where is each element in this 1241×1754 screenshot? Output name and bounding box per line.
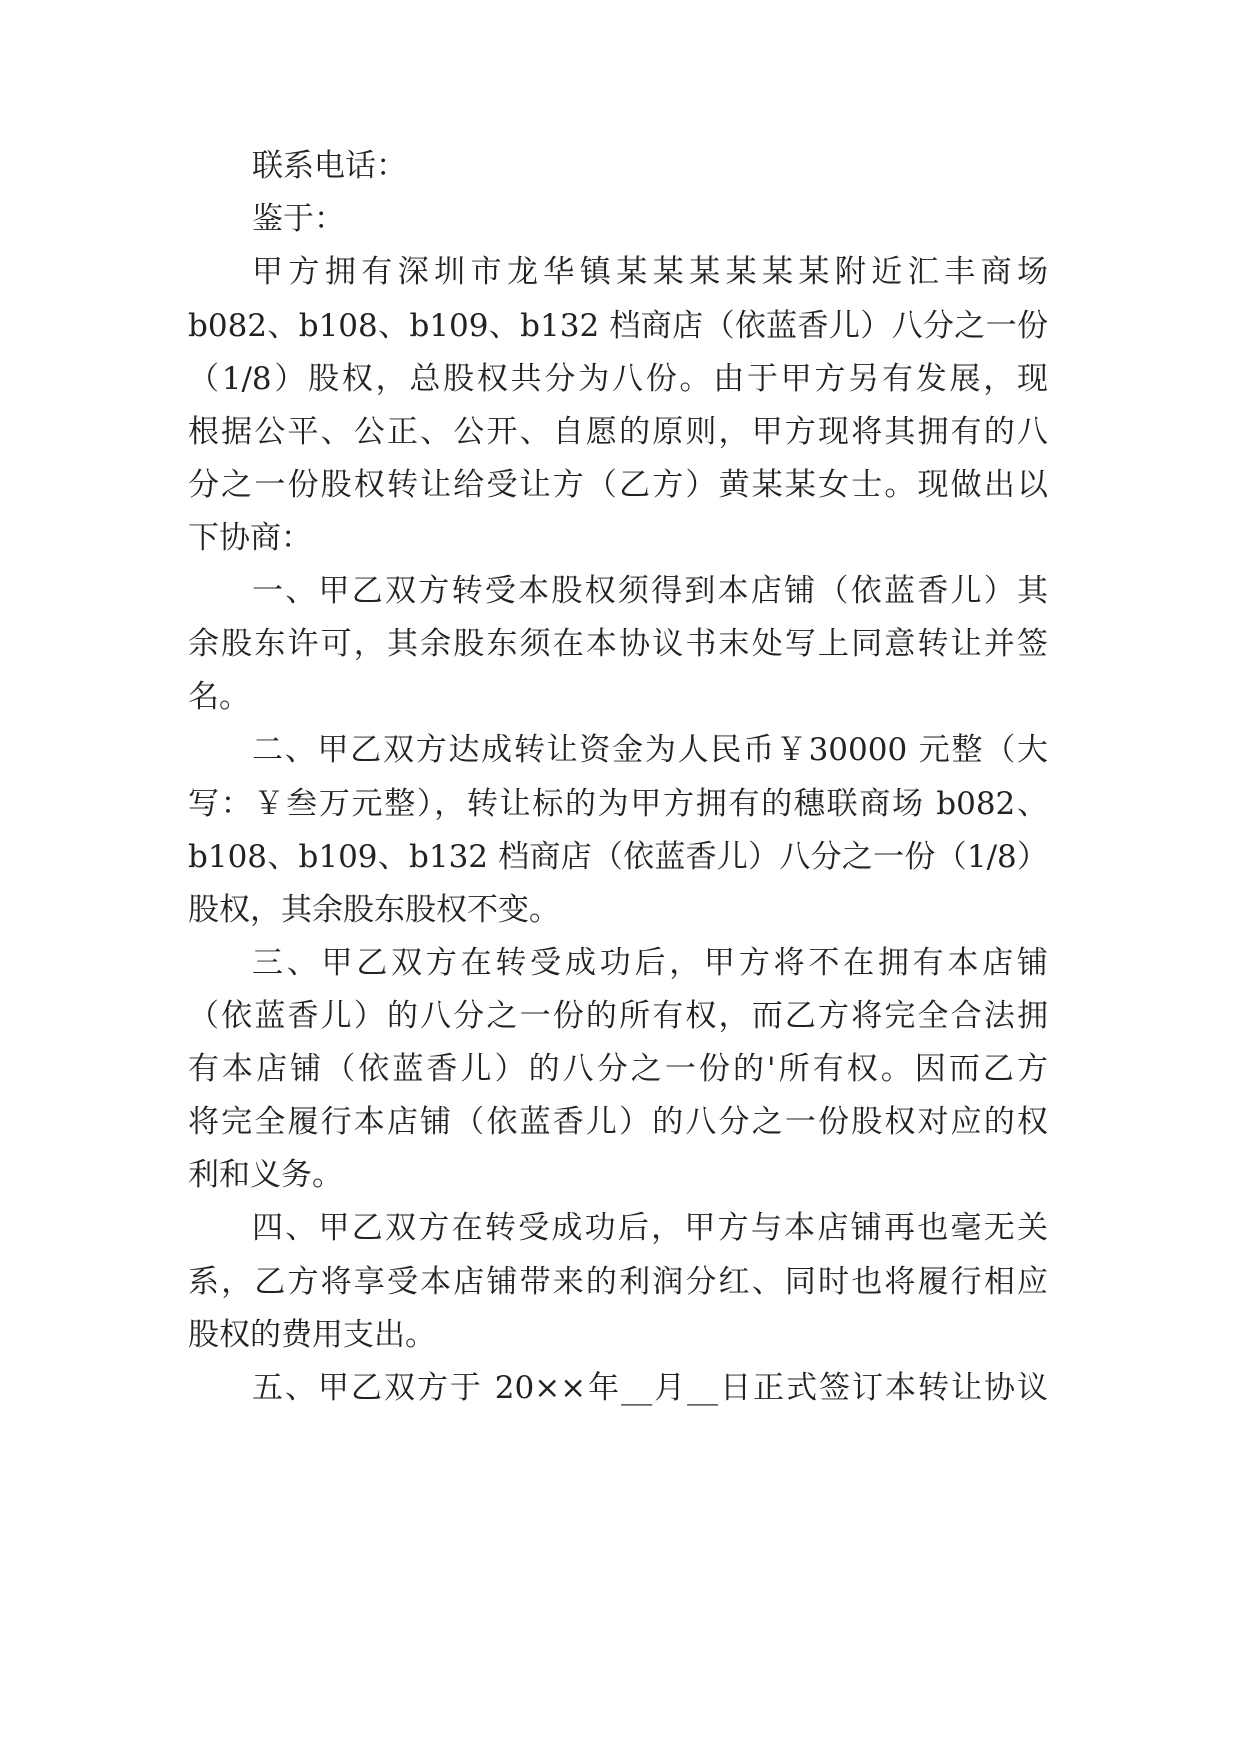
paragraph-line: 甲方拥有深圳市龙华镇某某某某某某附近汇丰商场 [252,254,1048,290]
clause-1-line: 一、甲乙双方转受本股权须得到本店铺（依蓝香儿）其 [252,573,1048,609]
clause-5-line: 五、甲乙双方于 20××年__月__日正式签订本转让协议 [252,1370,1048,1406]
paragraph-line: 下协商： [188,520,312,556]
clause-4-line: 四、甲乙双方在转受成功后，甲方与本店铺再也毫无关 [252,1210,1048,1246]
paragraph-line: （1/8）股权，总股权共分为八份。由于甲方另有发展，现 [188,361,1048,397]
clause-3-line: 利和义务。 [188,1157,343,1193]
clause-3-line: 有本店铺（依蓝香儿）的八分之一份的'所有权。因而乙方 [188,1051,1048,1087]
clause-2-line: 二、甲乙双方达成转让资金为人民币￥30000 元整（大 [252,732,1048,768]
whereas-heading: 鉴于： [252,201,345,237]
clause-2-line: b108、b109、b132 档商店（依蓝香儿）八分之一份（1/8） [188,839,1048,875]
paragraph-line: 根据公平、公正、公开、自愿的原则，甲方现将其拥有的八 [188,414,1048,450]
clause-1-line: 余股东许可，其余股东须在本协议书末处写上同意转让并签 [188,626,1048,662]
clause-2-line: 股权，其余股东股权不变。 [188,892,560,928]
clause-3-line: （依蓝香儿）的八分之一份的所有权，而乙方将完全合法拥 [188,998,1048,1034]
clause-2-line: 写：￥叁万元整），转让标的为甲方拥有的穗联商场 b082、 [188,786,1048,822]
clause-3-line: 将完全履行本店铺（依蓝香儿）的八分之一份股权对应的权 [188,1104,1048,1140]
clause-1-line: 名。 [188,679,250,715]
clause-4-line: 股权的费用支出。 [188,1317,436,1353]
contact-phone-label: 联系电话： [252,148,407,184]
paragraph-line: 分之一份股权转让给受让方（乙方）黄某某女士。现做出以 [188,467,1048,503]
clause-3-line: 三、甲乙双方在转受成功后，甲方将不在拥有本店铺 [252,945,1048,981]
paragraph-line: b082、b108、b109、b132 档商店（依蓝香儿）八分之一份 [188,308,1048,344]
clause-4-line: 系，乙方将享受本店铺带来的利润分红、同时也将履行相应 [188,1264,1048,1300]
